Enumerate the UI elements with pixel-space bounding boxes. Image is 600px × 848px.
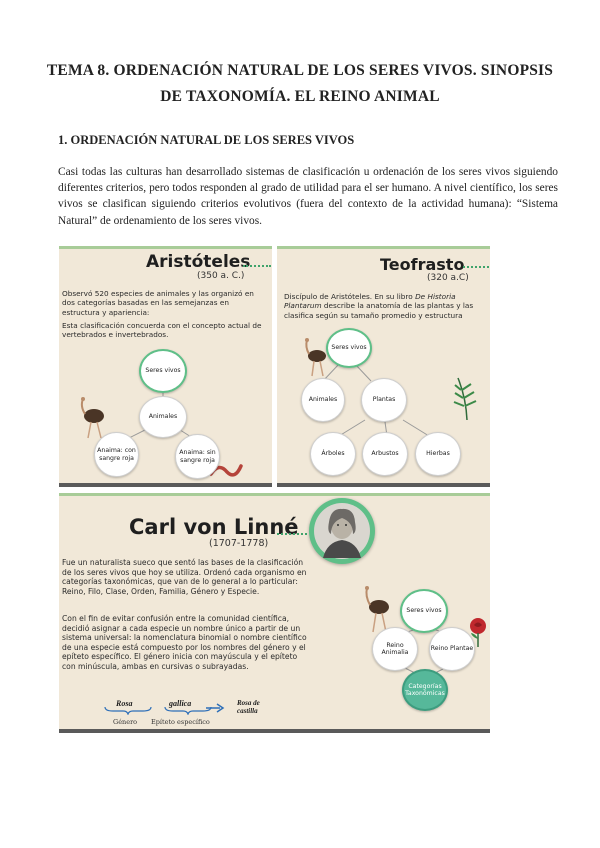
- aristoteles-title: Aristóteles: [146, 252, 251, 272]
- linne-text-1: Fue un naturalista sueco que sentó las bases de la clasificación de los seres vivos que hoy se utiliza. Ordenó cada organismo en categorías taxonómicas, que van de lo general a lo particular: Reino, Filo, Clase, Orden, Familia, Género y Especie.: [62, 558, 307, 596]
- aristoteles-date: (350 a. C.): [197, 271, 245, 281]
- book-title: De Historia Plantarum: [284, 292, 456, 311]
- linne-panel: [59, 493, 490, 733]
- panel-bottom-bar: [277, 483, 490, 487]
- node-plantas: Plantas: [361, 378, 407, 422]
- node-animales: Animales: [139, 396, 187, 438]
- teofrasto-date: (320 a.C): [427, 273, 469, 283]
- node-sangre-roja: Anaima: con sangre roja: [94, 432, 139, 477]
- node-arboles: Árboles: [310, 432, 356, 476]
- binomial-genus: Rosa: [116, 699, 133, 708]
- node-reino-animalia: Reino Animalia: [372, 627, 418, 671]
- intro-paragraph: Casi todas las culturas han desarrollado sistemas de clasificación u ordenación de los seres vivos siguiendo diferentes criterios, pero todos responden al grado de utilidad para el ser humano. A nivel científico, los seres vivos se clasifican siguiendo criterios evolutivos (fuera del contexto de la actividad humana): “Sistema Natural” de ordenamiento de los seres vivos.: [58, 166, 558, 227]
- panel-bottom-bar: [59, 729, 490, 733]
- aristoteles-panel: [59, 246, 272, 487]
- aristoteles-text-2: Esta clasificación concuerda con el concepto actual de vertebrados e invertebrados.: [62, 321, 262, 340]
- section-heading: 1. ORDENACIÓN NATURAL DE LOS SERES VIVOS: [58, 133, 355, 147]
- binomial-epithet: gallica: [169, 699, 192, 708]
- node-sin-sangre-roja: Anaima: sin sangre roja: [175, 434, 220, 479]
- node-arbustos: Arbustos: [362, 432, 408, 476]
- teofrasto-text: Discípulo de Aristóteles. En su libro De Historia Plantarum describe la anatomía de las plantas y las clasifica según su tamaño promedio y estructura: [284, 292, 474, 320]
- node-animales: Animales: [301, 378, 345, 422]
- document-title: TEMA 8. ORDENACIÓN NATURAL DE LOS SERES VIVOS. SINOPSIS DE TAXONOMÍA. EL REINO ANIMAL: [46, 62, 554, 105]
- node-seres-vivos: Seres vivos: [326, 328, 372, 368]
- teofrasto-panel: [277, 246, 490, 487]
- genus-label: Género: [113, 718, 138, 726]
- panel-bottom-bar: [59, 483, 272, 487]
- epithet-label: Epíteto específico: [151, 718, 210, 726]
- binomial-result: Rosa de castilla: [237, 699, 260, 715]
- teofrasto-title: Teofrasto: [380, 255, 465, 274]
- fern-icon: [452, 376, 482, 420]
- linne-title: Carl von Linné: [129, 515, 299, 539]
- node-reino-plantae: Reino Plantae: [429, 627, 475, 671]
- linne-date: (1707-1778): [209, 538, 269, 549]
- node-seres-vivos: Seres vivos: [400, 589, 448, 633]
- node-categorias-taxonomicas: Categorías Taxonómicas: [402, 669, 448, 711]
- node-seres-vivos: Seres vivos: [139, 349, 187, 393]
- linne-text-2: Con el fin de evitar confusión entre la comunidad científica, decidió asignar a cada especie un nombre único a partir de un sistema universal: la nomenclatura binomial o nombre científico de una especie está compuesto por los nombres del género y el epíteto específico. El género inicia con mayúscula y el epíteto con minúscula, ambas en cursivas o subrayadas.: [62, 614, 307, 671]
- node-hierbas: Hierbas: [415, 432, 461, 476]
- aristoteles-text-1: Observó 520 especies de animales y las organizó en dos categorías basadas en las semejanzas en estructura y apariencia:: [62, 289, 254, 317]
